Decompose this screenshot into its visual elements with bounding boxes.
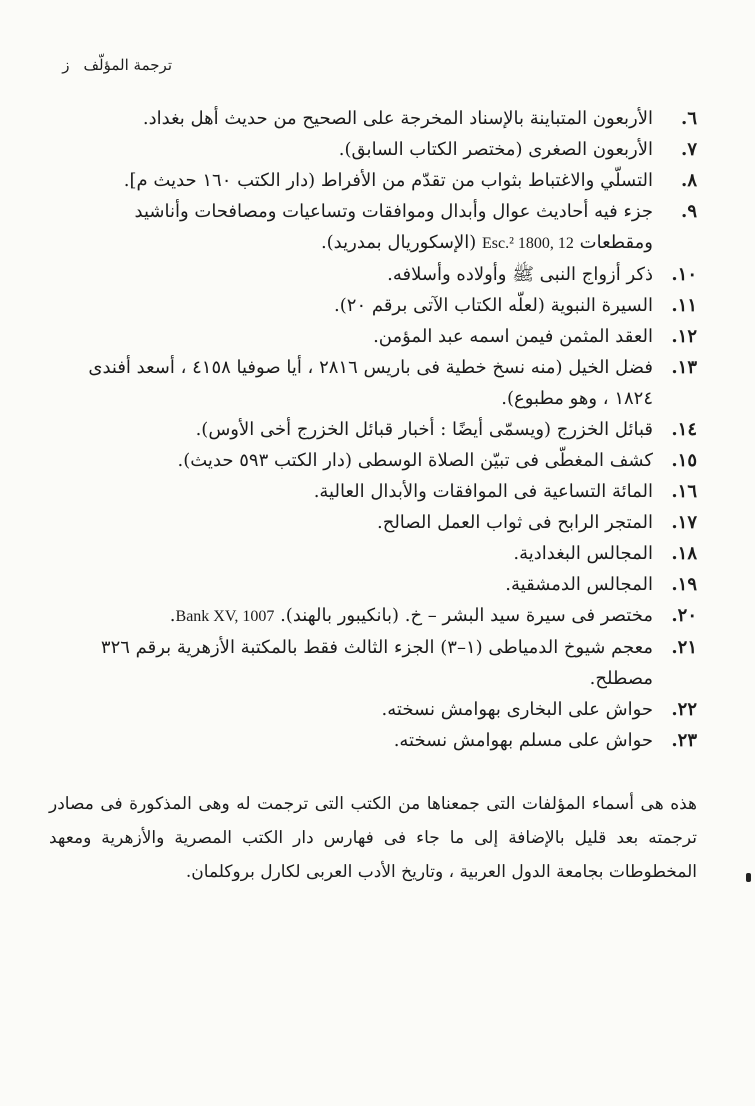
entry-text: التسلّي والاغتباط بثواب من تقدّم من الأفراط (دار الكتب ١٦٠ حديث م]. <box>123 170 653 191</box>
entry-number: ١٩. <box>671 574 697 595</box>
work-entry <box>57 600 697 632</box>
entry-text: جزء فيه أحاديث عوال وأبدال وموافقات وتساعيات ومصافحات وأناشيد ومقطعات <box>134 201 653 253</box>
entry-text: حواش على البخارى بهوامش نسخته. <box>381 699 653 720</box>
work-entry <box>57 476 697 507</box>
closing-paragraph: هذه هى أسماء المؤلفات التى جمعناها من الكتب التى ترجمت له وهى المذكورة فى مصادر ترجمته بعد قليل بالإضافة إلى ما جاء فى فهارس دار الكتب المصرية والأزهرية ومعهد المخطوطات بجامعة الدول العربية ، وتاريخ الأدب العربى لكارل بروكلمان. <box>49 794 697 882</box>
running-head-title: ترجمة المؤلّف <box>83 56 172 74</box>
entry-text: حواش على مسلم بهوامش نسخته. <box>393 730 653 751</box>
work-entry <box>57 445 697 476</box>
entry-text: قبائل الخزرج (ويسمّى أيضًا : أخبار قبائل الخزرج أخى الأوس). <box>195 419 653 440</box>
entry-number: ١٧. <box>671 512 697 533</box>
running-head <box>62 56 172 74</box>
work-entry <box>57 569 697 600</box>
entry-number: ١٤. <box>671 419 697 440</box>
entry-text: الأربعون الصغرى (مختصر الكتاب السابق). <box>338 139 653 160</box>
entry-text: ذكر أزواج النبى ﷺ وأولاده وأسلافه. <box>387 264 653 285</box>
entry-number: ٧. <box>681 139 697 160</box>
entry-text: العقد المثمن فيمن اسمه عبد المؤمن. <box>373 326 653 347</box>
entry-number: ٦. <box>681 108 697 129</box>
work-entry <box>57 725 697 756</box>
entry-text: كشف المغطّى فى تبيّن الصلاة الوسطى (دار الكتب ٥٩٣ حديث). <box>177 450 653 471</box>
entry-number: ٢١. <box>671 637 697 658</box>
entry-shelfmark: Bank XV, 1007 <box>175 608 275 625</box>
entry-number: ٢٣. <box>671 730 697 751</box>
entry-number: ١٥. <box>671 450 697 471</box>
entry-text: معجم شيوخ الدمياطى (١–٣) الجزء الثالث فقط بالمكتبة الأزهرية برقم ٣٢٦ مصطلح. <box>100 637 653 689</box>
entry-text: السيرة النبوية (لعلّه الكتاب الآتى برقم ٢٠). <box>334 295 653 316</box>
entry-number: ١٢. <box>671 326 697 347</box>
entry-number: ١٠. <box>671 264 697 285</box>
entry-text: المائة التساعية فى الموافقات والأبدال العالية. <box>313 481 653 502</box>
work-entry <box>57 352 697 414</box>
work-entry <box>57 290 697 321</box>
entry-number: ٢٢. <box>671 699 697 720</box>
page-letter: ز <box>62 56 70 74</box>
work-entry <box>57 414 697 445</box>
work-entry <box>57 134 697 165</box>
entry-number: ١٣. <box>671 357 697 378</box>
entry-text: مختصر فى سيرة سيد البشر – خ. (بانكيبور بالهند). <box>280 605 653 626</box>
work-entry <box>57 196 697 259</box>
entry-shelfmark: Esc.² 1800, 12 <box>482 235 574 252</box>
entry-text: فضل الخيل (منه نسخ خطية فى باريس ٢٨١٦ ، أيا صوفيا ٤١٥٨ ، أسعد أفندى ١٨٢٤ ، وهو مطبوع). <box>88 357 653 409</box>
entry-text: المتجر الرابح فى ثواب العمل الصالح. <box>376 512 653 533</box>
work-entry <box>57 165 697 196</box>
work-entry <box>57 259 697 290</box>
entry-number: ١٨. <box>671 543 697 564</box>
work-entry <box>57 538 697 569</box>
scan-speck <box>746 873 751 882</box>
work-entry <box>57 507 697 538</box>
works-list <box>57 103 697 756</box>
work-entry <box>57 321 697 352</box>
entry-text: المجالس الدمشقية. <box>505 574 653 595</box>
entry-text: الأربعون المتباينة بالإسناد المخرجة على الصحيح من حديث أهل بغداد. <box>142 108 653 129</box>
entry-number: ١٦. <box>671 481 697 502</box>
entry-text: المجالس البغدادية. <box>513 543 653 564</box>
entry-number: ٢٠. <box>671 605 697 626</box>
work-entry <box>57 694 697 725</box>
work-entry <box>57 632 697 694</box>
entry-text-after: (الإسكوريال بمدريد). <box>320 232 477 253</box>
entry-text-after: . <box>169 605 176 626</box>
entry-number: ١١. <box>671 295 697 316</box>
work-entry <box>57 103 697 134</box>
entry-number: ٨. <box>681 170 697 191</box>
entry-number: ٩. <box>681 201 697 222</box>
